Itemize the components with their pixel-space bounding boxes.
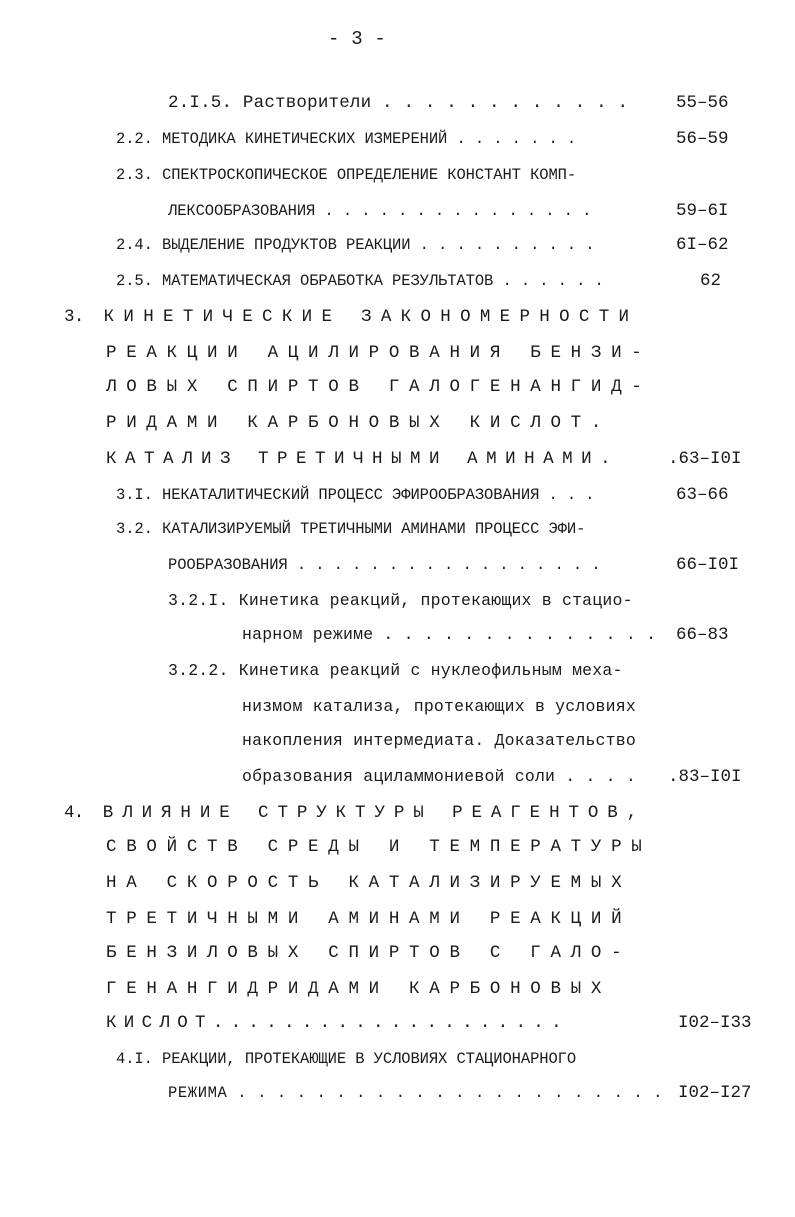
toc-pages: 59–6I xyxy=(676,201,729,221)
toc-line: РЕЖИМА . . . . . . . . . . . . . . . . . . . . . . xyxy=(168,1084,664,1102)
toc-line: 3.2. КАТАЛИЗИРУЕМЫЙ ТРЕТИЧНЫМИ АМИНАМИ ПРОЦЕСС ЭФИ- xyxy=(116,520,586,538)
toc-line: 2.I.5. Растворители . . . . . . . . . . . . xyxy=(168,93,629,113)
toc-pages: I02–I33 xyxy=(678,1013,752,1033)
toc-chapter-line: Б Е Н З И Л О В Ы Х С П И Р Т О В С Г А Л О - xyxy=(106,943,622,963)
toc-line: 2.4. ВЫДЕЛЕНИЕ ПРОДУКТОВ РЕАКЦИИ . . . . . . . . . . xyxy=(116,236,595,254)
toc-chapter-line: Л О В Ы Х С П И Р Т О В Г А Л О Г Е Н А Н Г И Д - xyxy=(106,377,642,397)
toc-chapter-line: К А Т А Л И З Т Р Е Т И Ч Н Ы М И А М И Н А М И . xyxy=(106,449,610,469)
toc-chapter-line: 4. В Л И Я Н И Е С Т Р У К Т У Р Ы Р Е А Г Е Н Т О В , xyxy=(64,803,637,823)
toc-chapter-line: Н А С К О Р О С Т Ь К А Т А Л И З И Р У Е М Ы Х xyxy=(106,873,622,893)
toc-pages: 62 xyxy=(700,271,722,291)
toc-chapter-line: Г Е Н А Н Г И Д Р И Д А М И К А Р Б О Н О В Ы Х xyxy=(106,979,601,999)
toc-line: низмом катализа, протекающих в условиях xyxy=(242,697,636,716)
toc-chapter-line: Р И Д А М И К А Р Б О Н О В Ы Х К И С Л О Т . xyxy=(106,413,601,433)
toc-line: 3.2.2. Кинетика реакций с нуклеофильным меха- xyxy=(168,661,623,680)
toc-chapter-line: 3. К И Н Е Т И Ч Е С К И Е З А К О Н О М Е Р Н О С Т И xyxy=(64,307,629,327)
toc-pages: 55–56 xyxy=(676,93,729,113)
toc-pages: .63–I0I xyxy=(668,449,742,469)
toc-line: нарном режиме . . . . . . . . . . . . . . xyxy=(242,625,657,644)
toc-line: образования ациламмониевой соли . . . . xyxy=(242,767,636,786)
toc-line: 3.2.I. Кинетика реакций, протекающих в стацио- xyxy=(168,591,633,610)
toc-pages: 66–I0I xyxy=(676,555,740,575)
toc-line: 3.I. НЕКАТАЛИТИЧЕСКИЙ ПРОЦЕСС ЭФИРООБРАЗОВАНИЯ . . . xyxy=(116,486,595,504)
toc-pages: .83–I0I xyxy=(668,767,742,787)
toc-line: накопления интермедиата. Доказательство xyxy=(242,731,636,750)
toc-line: 2.5. МАТЕМАТИЧЕСКАЯ ОБРАБОТКА РЕЗУЛЬТАТОВ . . . . . . xyxy=(116,272,604,290)
toc-chapter-line: Р Е А К Ц И И А Ц И Л И Р О В А Н И Я Б Е Н З И - xyxy=(106,343,642,363)
toc-chapter-line: К И С Л О Т . . . . . . . . . . . . . . . . . . . . xyxy=(106,1013,560,1033)
toc-chapter-line: С В О Й С Т В С Р Е Д Ы И Т Е М П Е Р А Т У Р Ы xyxy=(106,837,642,857)
toc-line: ЛЕКСООБРАЗОВАНИЯ . . . . . . . . . . . . . . . xyxy=(168,202,592,220)
toc-pages: 63–66 xyxy=(676,485,729,505)
toc-pages: 6I–62 xyxy=(676,235,729,255)
toc-line: 4.I. РЕАКЦИИ, ПРОТЕКАЮЩИЕ В УСЛОВИЯХ СТАЦИОНАРНОГО xyxy=(116,1050,577,1068)
toc-chapter-line: Т Р Е Т И Ч Н Ы М И А М И Н А М И Р Е А К Ц И Й xyxy=(106,909,622,929)
toc-line: 2.3. СПЕКТРОСКОПИЧЕСКОЕ ОПРЕДЕЛЕНИЕ КОНСТАНТ КОМП- xyxy=(116,166,577,184)
page-number: - 3 - xyxy=(328,28,387,50)
toc-line: 2.2. МЕТОДИКА КИНЕТИЧЕСКИХ ИЗМЕРЕНИЙ . . . . . . . xyxy=(116,130,577,148)
toc-pages: 56–59 xyxy=(676,129,729,149)
toc-pages: I02–I27 xyxy=(678,1083,752,1103)
toc-pages: 66–83 xyxy=(676,625,729,645)
toc-line: РООБРАЗОВАНИЯ . . . . . . . . . . . . . . . . . xyxy=(168,556,601,574)
